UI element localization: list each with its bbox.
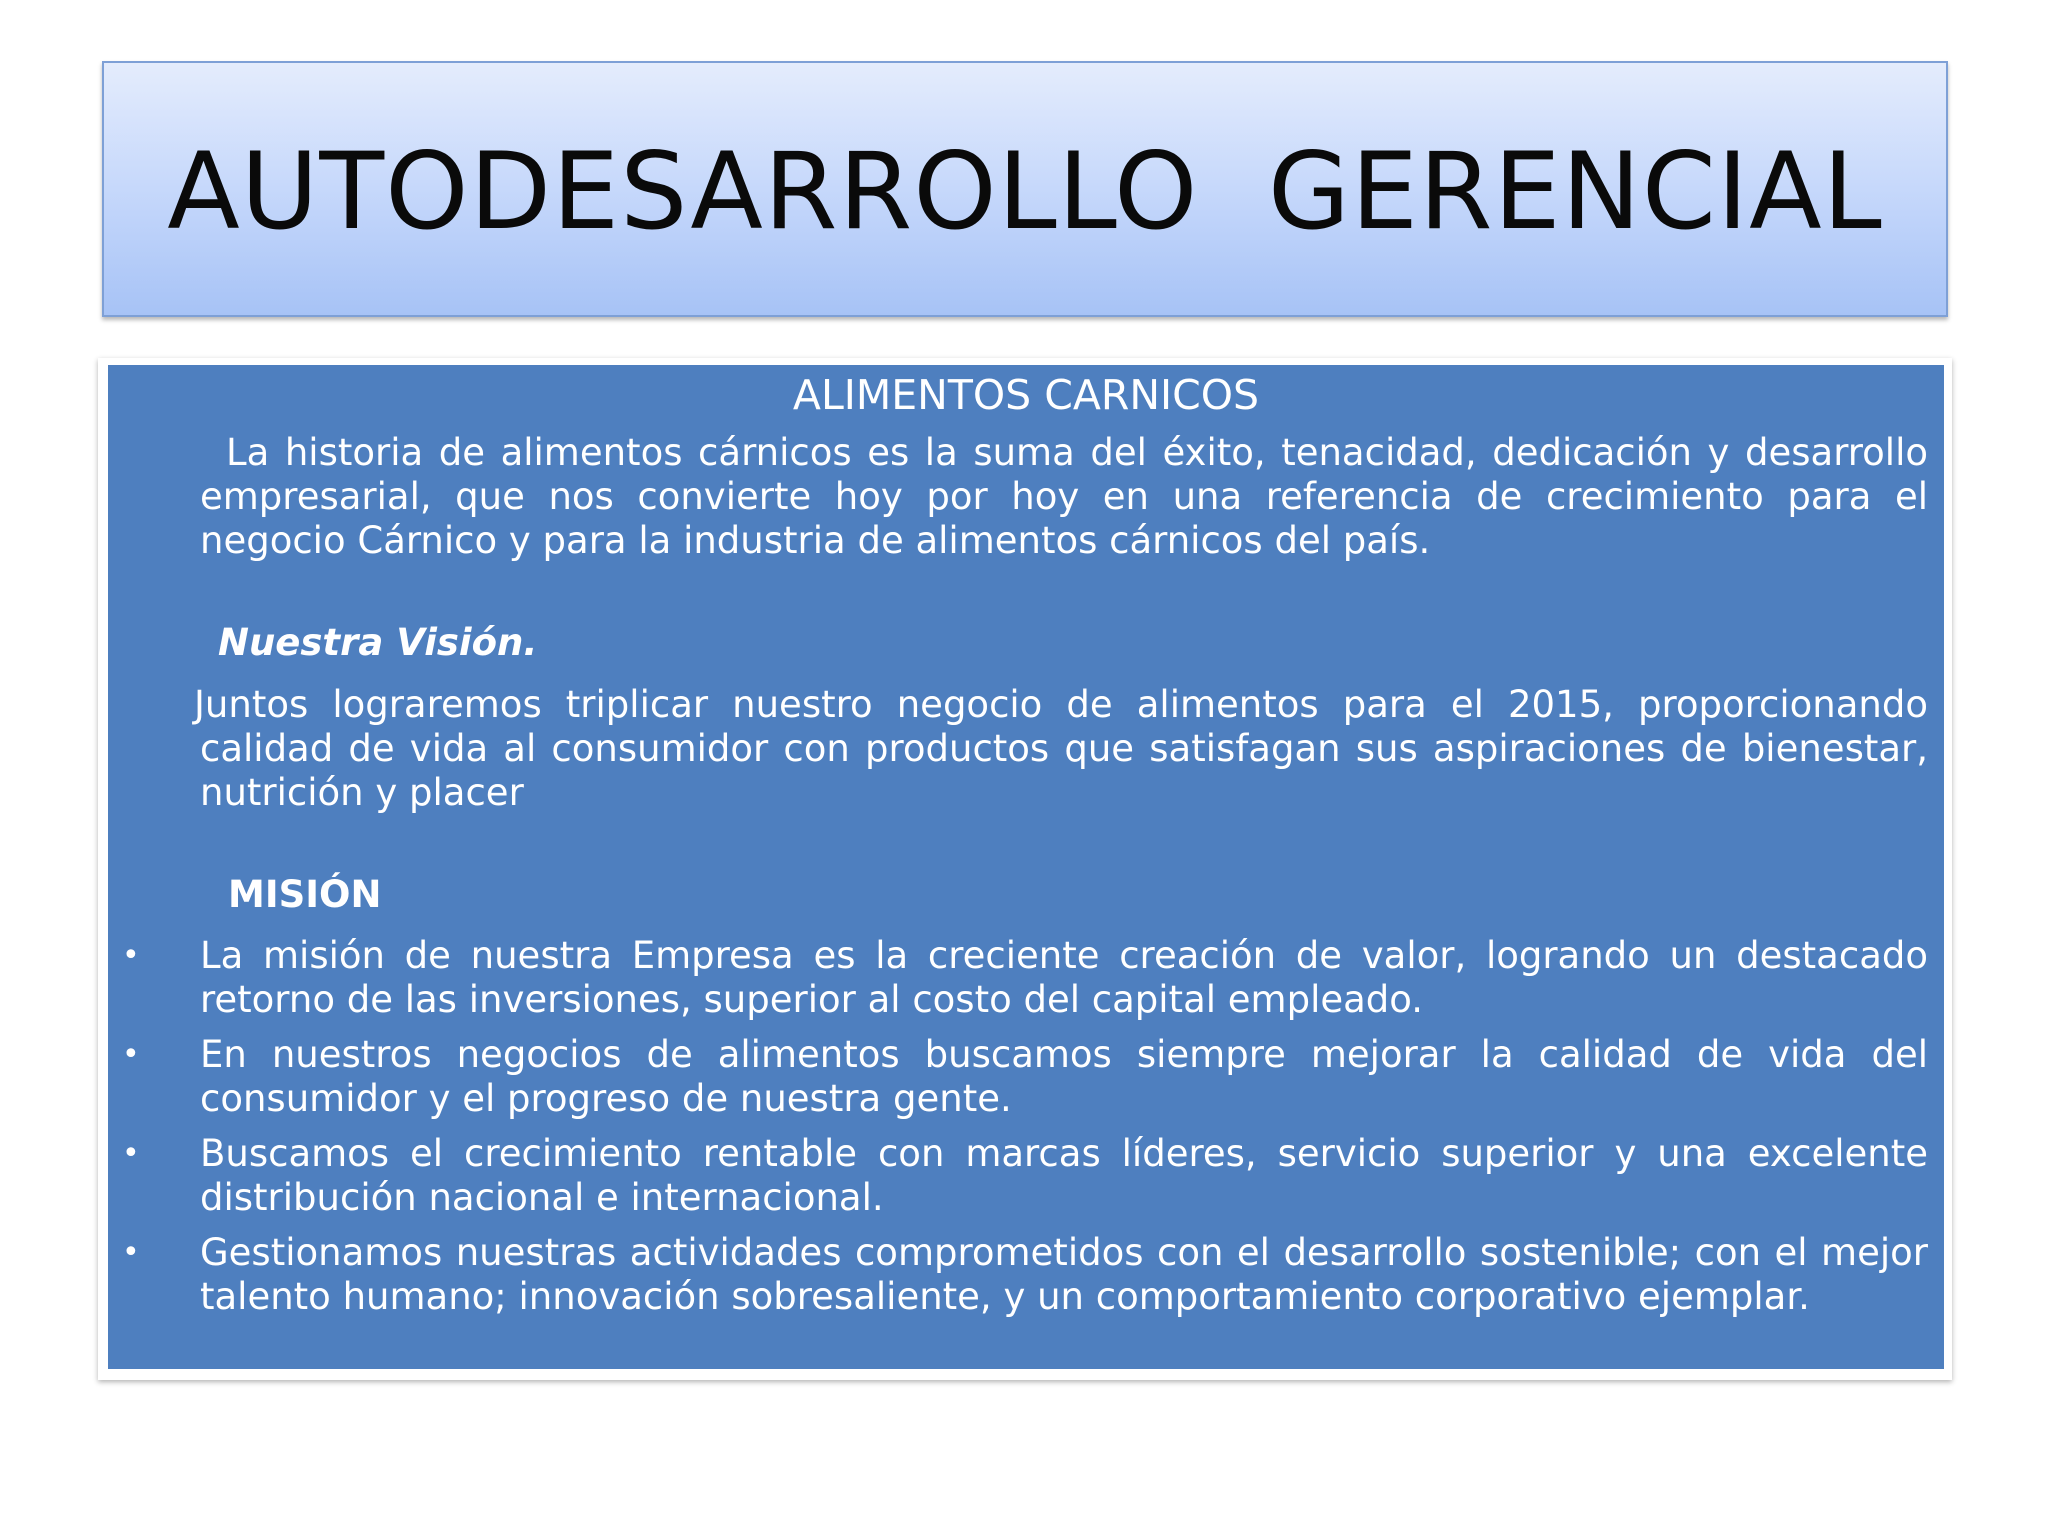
vision-paragraph: Juntos lograremos triplicar nuestro negocio de alimentos para el 2015, proporcionando calidad de vida al consumidor con productos que satisfagan sus aspiraciones de bienestar, nutrición y placer [194,683,1928,814]
slide-title: AUTODESARROLLO GERENCIAL [167,130,1883,253]
bullet-icon: • [122,1037,140,1072]
bullet-icon: • [122,938,140,973]
mision-item-text: Buscamos el crecimiento rentable con marcas líderes, servicio superior y una excelente distribución nacional e internacional. [200,1132,1928,1219]
vision-heading: Nuestra Visión. [218,621,538,664]
mision-heading: MISIÓN [228,873,382,916]
history-paragraph: La historia de alimentos cárnicos es la suma del éxito, tenacidad, dedicación y desarrollo empresarial, que nos convierte hoy por hoy en una referencia de crecimiento para el negocio Cárnico y para la industria de alimentos cárnicos del país. [200,431,1928,562]
mision-item-text: La misión de nuestra Empresa es la creciente creación de valor, logrando un destacado retorno de las inversiones, superior al costo del capital empleado. [200,934,1928,1021]
bullet-icon: • [122,1235,140,1270]
mision-item-text: En nuestros negocios de alimentos buscamos siempre mejorar la calidad de vida del consumidor y el progreso de nuestra gente. [200,1033,1928,1120]
mision-item-text: Gestionamos nuestras actividades comprometidos con el desarrollo sostenible; con el mejor talento humano; innovación sobresaliente, y un comportamiento corporativo ejemplar. [200,1231,1928,1318]
bullet-icon: • [122,1136,140,1171]
content-placeholder [108,365,1944,1369]
title-placeholder [102,61,1948,317]
company-name: ALIMENTOS CARNICOS [792,371,1260,419]
